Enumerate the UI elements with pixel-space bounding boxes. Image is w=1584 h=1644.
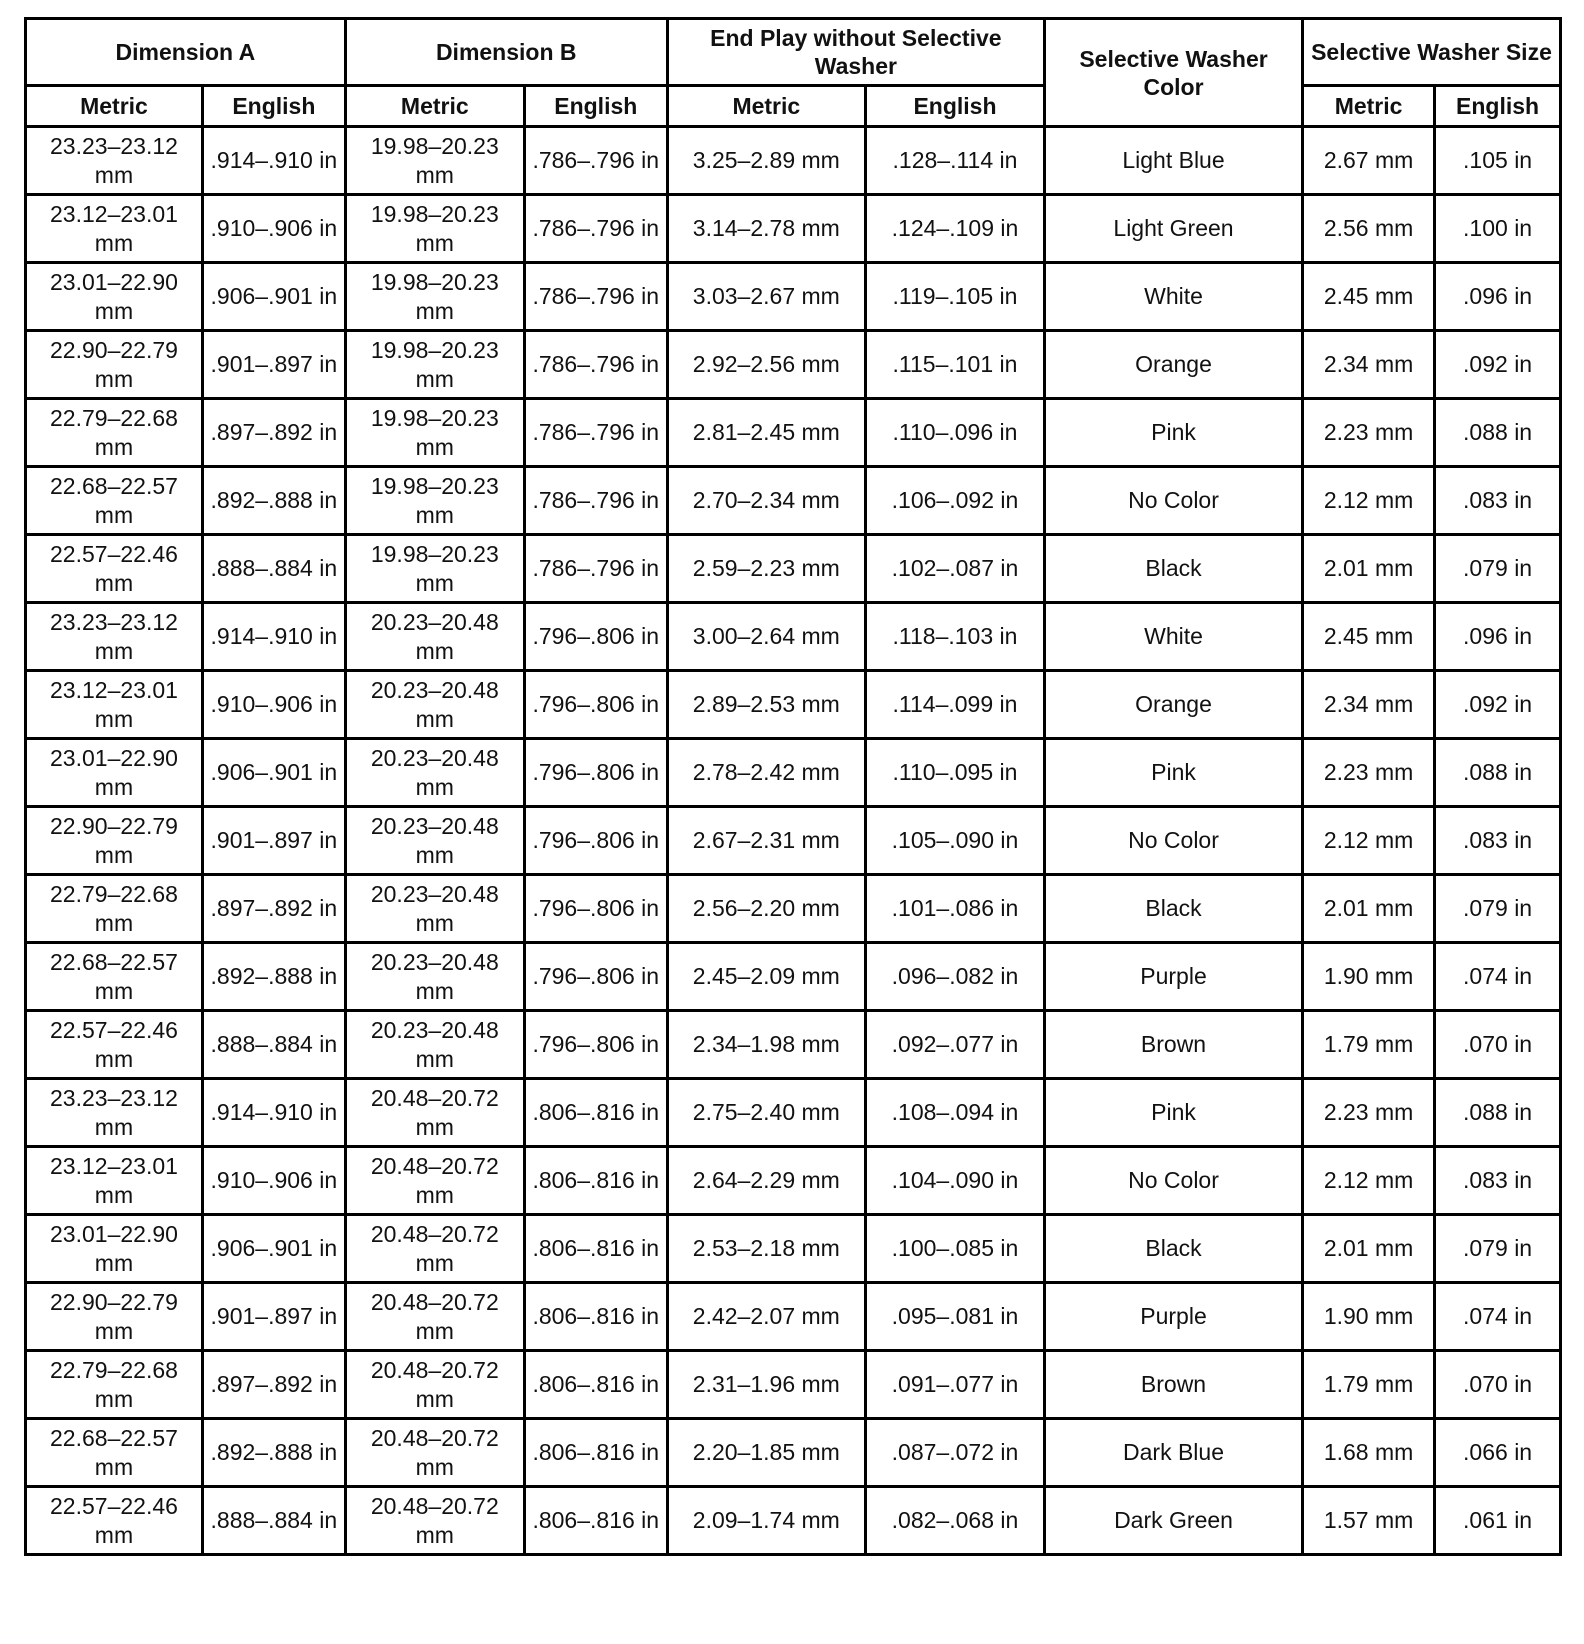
cell-ep-metric: 2.56–2.20 mm — [667, 875, 865, 943]
table-row — [26, 1215, 1561, 1283]
cell-b-metric: 20.48–20.72 mm — [345, 1419, 524, 1487]
cell-ep-metric: 2.92–2.56 mm — [667, 331, 865, 399]
cell-a-metric: 22.57–22.46 mm — [26, 535, 203, 603]
table-row — [26, 1147, 1561, 1215]
table-row — [26, 195, 1561, 263]
header-ep-metric: Metric — [667, 86, 865, 127]
cell-color: No Color — [1045, 467, 1303, 535]
cell-ep-metric: 2.89–2.53 mm — [667, 671, 865, 739]
table-row — [26, 263, 1561, 331]
cell-size-metric: 2.45 mm — [1302, 603, 1434, 671]
cell-size-metric: 2.23 mm — [1302, 399, 1434, 467]
cell-ep-metric: 3.14–2.78 mm — [667, 195, 865, 263]
cell-a-english: .888–.884 in — [202, 1011, 345, 1079]
cell-a-metric: 22.68–22.57 mm — [26, 1419, 203, 1487]
cell-ep-english: .082–.068 in — [865, 1487, 1044, 1555]
cell-b-metric: 20.48–20.72 mm — [345, 1079, 524, 1147]
cell-color: Purple — [1045, 943, 1303, 1011]
cell-a-english: .892–.888 in — [202, 943, 345, 1011]
cell-ep-english: .118–.103 in — [865, 603, 1044, 671]
cell-a-metric: 23.01–22.90 mm — [26, 263, 203, 331]
cell-a-english: .906–.901 in — [202, 263, 345, 331]
cell-ep-metric: 3.25–2.89 mm — [667, 127, 865, 195]
cell-size-metric: 2.23 mm — [1302, 1079, 1434, 1147]
cell-size-english: .092 in — [1435, 331, 1561, 399]
cell-ep-metric: 2.42–2.07 mm — [667, 1283, 865, 1351]
table-row — [26, 739, 1561, 807]
cell-b-metric: 20.23–20.48 mm — [345, 603, 524, 671]
header-b-english: English — [524, 86, 667, 127]
table-body — [26, 127, 1561, 1555]
cell-size-english: .066 in — [1435, 1419, 1561, 1487]
cell-ep-english: .102–.087 in — [865, 535, 1044, 603]
cell-b-english: .806–.816 in — [524, 1487, 667, 1555]
cell-b-english: .786–.796 in — [524, 127, 667, 195]
cell-size-english: .074 in — [1435, 943, 1561, 1011]
cell-a-metric: 22.57–22.46 mm — [26, 1487, 203, 1555]
cell-a-metric: 23.01–22.90 mm — [26, 1215, 203, 1283]
header-row-units — [26, 86, 1561, 127]
cell-size-english: .079 in — [1435, 1215, 1561, 1283]
selective-washer-table — [24, 17, 1562, 1556]
cell-a-metric: 22.79–22.68 mm — [26, 399, 203, 467]
cell-size-english: .100 in — [1435, 195, 1561, 263]
cell-a-english: .888–.884 in — [202, 1487, 345, 1555]
cell-ep-english: .105–.090 in — [865, 807, 1044, 875]
cell-b-metric: 20.48–20.72 mm — [345, 1215, 524, 1283]
cell-ep-metric: 2.70–2.34 mm — [667, 467, 865, 535]
cell-b-english: .806–.816 in — [524, 1079, 667, 1147]
cell-b-metric: 20.48–20.72 mm — [345, 1351, 524, 1419]
cell-color: Light Blue — [1045, 127, 1303, 195]
cell-a-english: .914–.910 in — [202, 1079, 345, 1147]
cell-b-metric: 19.98–20.23 mm — [345, 127, 524, 195]
cell-b-english: .786–.796 in — [524, 399, 667, 467]
cell-a-english: .897–.892 in — [202, 399, 345, 467]
cell-a-metric: 23.01–22.90 mm — [26, 739, 203, 807]
cell-color: Pink — [1045, 399, 1303, 467]
cell-a-english: .901–.897 in — [202, 1283, 345, 1351]
cell-size-metric: 2.01 mm — [1302, 875, 1434, 943]
cell-size-english: .079 in — [1435, 535, 1561, 603]
cell-b-english: .806–.816 in — [524, 1351, 667, 1419]
cell-b-metric: 19.98–20.23 mm — [345, 195, 524, 263]
cell-size-english: .088 in — [1435, 1079, 1561, 1147]
cell-size-english: .083 in — [1435, 1147, 1561, 1215]
cell-a-english: .901–.897 in — [202, 331, 345, 399]
cell-size-metric: 1.68 mm — [1302, 1419, 1434, 1487]
cell-b-metric: 20.48–20.72 mm — [345, 1147, 524, 1215]
header-dimension-b: Dimension B — [345, 19, 667, 86]
cell-a-metric: 23.23–23.12 mm — [26, 1079, 203, 1147]
cell-b-english: .806–.816 in — [524, 1283, 667, 1351]
table-row — [26, 1351, 1561, 1419]
cell-a-english: .910–.906 in — [202, 195, 345, 263]
table-row — [26, 331, 1561, 399]
cell-b-english: .806–.816 in — [524, 1215, 667, 1283]
cell-ep-english: .124–.109 in — [865, 195, 1044, 263]
table-row — [26, 399, 1561, 467]
cell-color: Black — [1045, 535, 1303, 603]
cell-ep-metric: 3.03–2.67 mm — [667, 263, 865, 331]
cell-size-metric: 2.23 mm — [1302, 739, 1434, 807]
cell-b-english: .786–.796 in — [524, 331, 667, 399]
table-row — [26, 467, 1561, 535]
cell-size-english: .088 in — [1435, 399, 1561, 467]
header-end-play: End Play without Selective Washer — [667, 19, 1044, 86]
cell-a-english: .888–.884 in — [202, 535, 345, 603]
cell-size-english: .088 in — [1435, 739, 1561, 807]
cell-size-english: .092 in — [1435, 671, 1561, 739]
cell-b-english: .796–.806 in — [524, 943, 667, 1011]
cell-b-metric: 20.23–20.48 mm — [345, 1011, 524, 1079]
header-washer-size: Selective Washer Size — [1302, 19, 1560, 86]
cell-ep-english: .115–.101 in — [865, 331, 1044, 399]
cell-size-metric: 1.90 mm — [1302, 1283, 1434, 1351]
cell-color: Dark Green — [1045, 1487, 1303, 1555]
header-dimension-a: Dimension A — [26, 19, 346, 86]
cell-size-metric: 2.12 mm — [1302, 467, 1434, 535]
cell-b-english: .796–.806 in — [524, 875, 667, 943]
cell-color: Purple — [1045, 1283, 1303, 1351]
cell-ep-metric: 2.53–2.18 mm — [667, 1215, 865, 1283]
cell-b-english: .796–.806 in — [524, 603, 667, 671]
cell-ep-metric: 2.31–1.96 mm — [667, 1351, 865, 1419]
cell-a-metric: 22.68–22.57 mm — [26, 467, 203, 535]
cell-ep-english: .095–.081 in — [865, 1283, 1044, 1351]
table-row — [26, 875, 1561, 943]
cell-ep-english: .119–.105 in — [865, 263, 1044, 331]
cell-b-english: .786–.796 in — [524, 535, 667, 603]
cell-a-metric: 23.12–23.01 mm — [26, 671, 203, 739]
header-washer-color: Selective Washer Color — [1045, 19, 1303, 127]
cell-a-english: .901–.897 in — [202, 807, 345, 875]
cell-a-english: .897–.892 in — [202, 1351, 345, 1419]
cell-color: No Color — [1045, 1147, 1303, 1215]
cell-color: Light Green — [1045, 195, 1303, 263]
cell-ep-english: .096–.082 in — [865, 943, 1044, 1011]
cell-b-english: .786–.796 in — [524, 263, 667, 331]
cell-size-english: .079 in — [1435, 875, 1561, 943]
cell-size-metric: 2.01 mm — [1302, 1215, 1434, 1283]
table-row — [26, 1283, 1561, 1351]
table-row — [26, 671, 1561, 739]
cell-ep-metric: 2.20–1.85 mm — [667, 1419, 865, 1487]
cell-ep-english: .108–.094 in — [865, 1079, 1044, 1147]
cell-a-metric: 22.57–22.46 mm — [26, 1011, 203, 1079]
cell-a-english: .910–.906 in — [202, 671, 345, 739]
cell-color: Orange — [1045, 331, 1303, 399]
cell-b-metric: 20.23–20.48 mm — [345, 943, 524, 1011]
cell-size-english: .096 in — [1435, 263, 1561, 331]
cell-size-english: .105 in — [1435, 127, 1561, 195]
cell-ep-english: .110–.096 in — [865, 399, 1044, 467]
cell-size-metric: 2.01 mm — [1302, 535, 1434, 603]
table-row — [26, 1419, 1561, 1487]
header-a-english: English — [202, 86, 345, 127]
cell-a-metric: 22.90–22.79 mm — [26, 1283, 203, 1351]
cell-ep-metric: 2.67–2.31 mm — [667, 807, 865, 875]
cell-size-english: .096 in — [1435, 603, 1561, 671]
cell-size-metric: 1.90 mm — [1302, 943, 1434, 1011]
cell-size-metric: 1.57 mm — [1302, 1487, 1434, 1555]
cell-size-metric: 2.12 mm — [1302, 807, 1434, 875]
cell-a-metric: 22.79–22.68 mm — [26, 875, 203, 943]
header-ep-english: English — [865, 86, 1044, 127]
cell-ep-metric: 2.59–2.23 mm — [667, 535, 865, 603]
cell-b-english: .796–.806 in — [524, 807, 667, 875]
cell-color: Pink — [1045, 1079, 1303, 1147]
cell-ep-english: .101–.086 in — [865, 875, 1044, 943]
cell-b-english: .796–.806 in — [524, 671, 667, 739]
cell-ep-metric: 2.34–1.98 mm — [667, 1011, 865, 1079]
cell-color: No Color — [1045, 807, 1303, 875]
cell-ep-english: .091–.077 in — [865, 1351, 1044, 1419]
cell-b-metric: 20.23–20.48 mm — [345, 875, 524, 943]
cell-a-english: .910–.906 in — [202, 1147, 345, 1215]
table-row — [26, 943, 1561, 1011]
cell-b-english: .806–.816 in — [524, 1419, 667, 1487]
cell-color: Brown — [1045, 1011, 1303, 1079]
table-row — [26, 1011, 1561, 1079]
header-a-metric: Metric — [26, 86, 203, 127]
cell-size-metric: 1.79 mm — [1302, 1011, 1434, 1079]
cell-size-english: .083 in — [1435, 807, 1561, 875]
cell-b-metric: 20.23–20.48 mm — [345, 671, 524, 739]
cell-color: Dark Blue — [1045, 1419, 1303, 1487]
cell-size-english: .070 in — [1435, 1011, 1561, 1079]
table-row — [26, 1079, 1561, 1147]
cell-b-metric: 20.23–20.48 mm — [345, 807, 524, 875]
cell-ep-metric: 2.64–2.29 mm — [667, 1147, 865, 1215]
cell-b-english: .806–.816 in — [524, 1147, 667, 1215]
cell-size-metric: 2.12 mm — [1302, 1147, 1434, 1215]
cell-b-metric: 20.48–20.72 mm — [345, 1487, 524, 1555]
header-b-metric: Metric — [345, 86, 524, 127]
cell-ep-metric: 2.81–2.45 mm — [667, 399, 865, 467]
table-row — [26, 603, 1561, 671]
header-row-groups — [26, 19, 1561, 86]
cell-color: Black — [1045, 875, 1303, 943]
cell-ep-metric: 2.09–1.74 mm — [667, 1487, 865, 1555]
cell-b-metric: 19.98–20.23 mm — [345, 331, 524, 399]
header-size-metric: Metric — [1302, 86, 1434, 127]
cell-a-english: .892–.888 in — [202, 1419, 345, 1487]
cell-color: White — [1045, 603, 1303, 671]
cell-a-metric: 23.23–23.12 mm — [26, 127, 203, 195]
cell-a-metric: 23.12–23.01 mm — [26, 195, 203, 263]
cell-color: Brown — [1045, 1351, 1303, 1419]
cell-ep-english: .087–.072 in — [865, 1419, 1044, 1487]
cell-size-metric: 2.34 mm — [1302, 671, 1434, 739]
cell-ep-metric: 2.78–2.42 mm — [667, 739, 865, 807]
cell-a-metric: 23.12–23.01 mm — [26, 1147, 203, 1215]
cell-a-english: .914–.910 in — [202, 127, 345, 195]
cell-b-metric: 20.23–20.48 mm — [345, 739, 524, 807]
cell-a-metric: 22.79–22.68 mm — [26, 1351, 203, 1419]
cell-ep-english: .110–.095 in — [865, 739, 1044, 807]
cell-b-metric: 19.98–20.23 mm — [345, 399, 524, 467]
cell-size-english: .061 in — [1435, 1487, 1561, 1555]
cell-color: Black — [1045, 1215, 1303, 1283]
cell-size-english: .074 in — [1435, 1283, 1561, 1351]
cell-ep-metric: 3.00–2.64 mm — [667, 603, 865, 671]
cell-color: Pink — [1045, 739, 1303, 807]
cell-ep-english: .104–.090 in — [865, 1147, 1044, 1215]
table-row — [26, 807, 1561, 875]
cell-ep-english: .128–.114 in — [865, 127, 1044, 195]
cell-ep-metric: 2.45–2.09 mm — [667, 943, 865, 1011]
cell-size-english: .070 in — [1435, 1351, 1561, 1419]
cell-b-english: .796–.806 in — [524, 739, 667, 807]
cell-color: Orange — [1045, 671, 1303, 739]
cell-ep-english: .114–.099 in — [865, 671, 1044, 739]
cell-a-english: .892–.888 in — [202, 467, 345, 535]
cell-a-metric: 23.23–23.12 mm — [26, 603, 203, 671]
cell-ep-metric: 2.75–2.40 mm — [667, 1079, 865, 1147]
cell-a-metric: 22.90–22.79 mm — [26, 807, 203, 875]
cell-ep-english: .106–.092 in — [865, 467, 1044, 535]
cell-a-english: .897–.892 in — [202, 875, 345, 943]
cell-ep-english: .100–.085 in — [865, 1215, 1044, 1283]
cell-b-metric: 19.98–20.23 mm — [345, 535, 524, 603]
cell-size-metric: 2.67 mm — [1302, 127, 1434, 195]
cell-size-metric: 2.34 mm — [1302, 331, 1434, 399]
cell-ep-english: .092–.077 in — [865, 1011, 1044, 1079]
cell-a-english: .906–.901 in — [202, 1215, 345, 1283]
header-size-english: English — [1435, 86, 1561, 127]
cell-b-english: .786–.796 in — [524, 195, 667, 263]
cell-b-metric: 20.48–20.72 mm — [345, 1283, 524, 1351]
cell-b-english: .796–.806 in — [524, 1011, 667, 1079]
cell-a-metric: 22.68–22.57 mm — [26, 943, 203, 1011]
table-row — [26, 1487, 1561, 1555]
cell-b-metric: 19.98–20.23 mm — [345, 467, 524, 535]
cell-a-metric: 22.90–22.79 mm — [26, 331, 203, 399]
cell-b-english: .786–.796 in — [524, 467, 667, 535]
table-row — [26, 535, 1561, 603]
table-row — [26, 127, 1561, 195]
cell-b-metric: 19.98–20.23 mm — [345, 263, 524, 331]
cell-size-metric: 1.79 mm — [1302, 1351, 1434, 1419]
cell-a-english: .914–.910 in — [202, 603, 345, 671]
cell-size-english: .083 in — [1435, 467, 1561, 535]
cell-size-metric: 2.56 mm — [1302, 195, 1434, 263]
cell-a-english: .906–.901 in — [202, 739, 345, 807]
cell-color: White — [1045, 263, 1303, 331]
cell-size-metric: 2.45 mm — [1302, 263, 1434, 331]
